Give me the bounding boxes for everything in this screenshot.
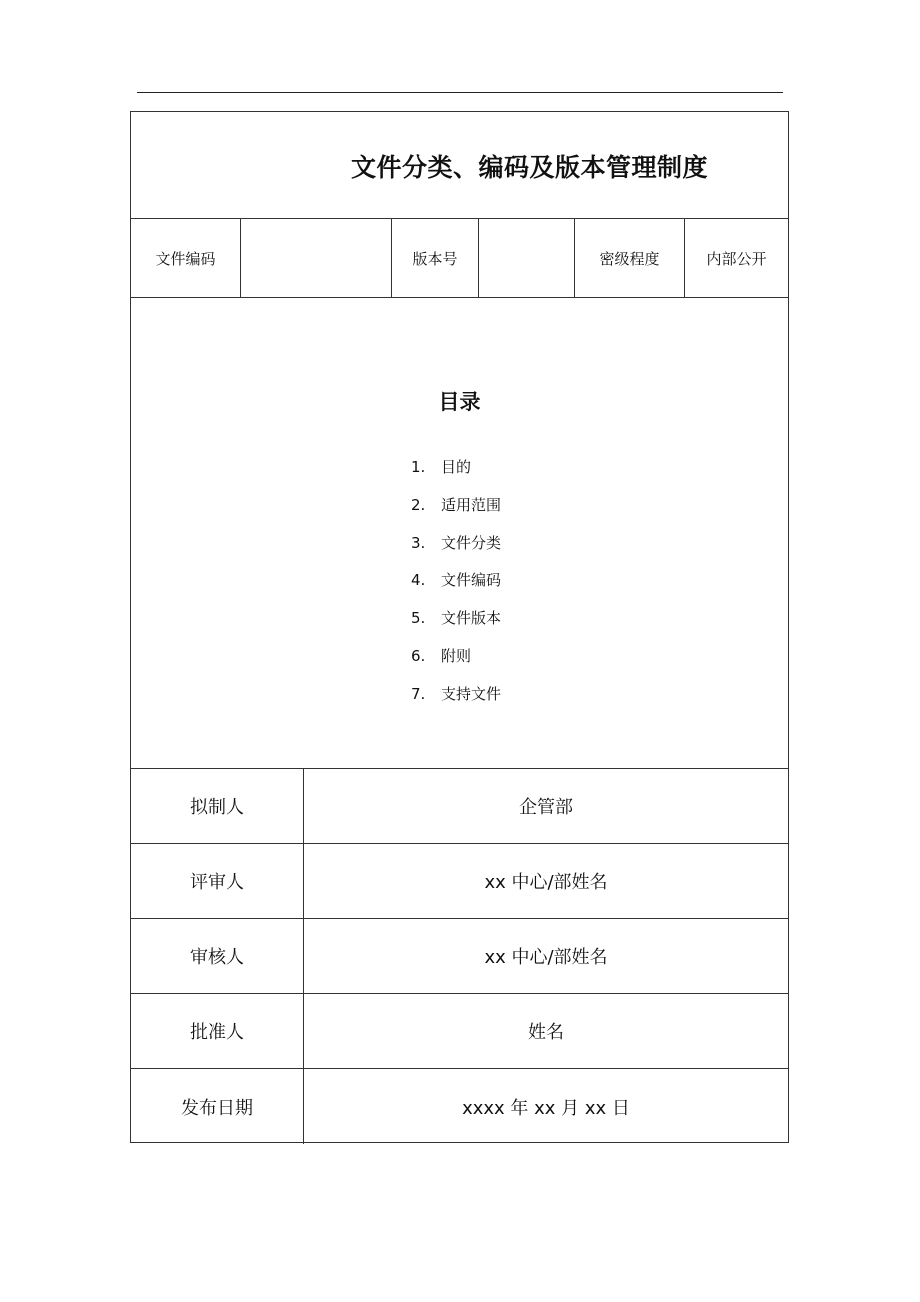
signoff-row-reviewer xyxy=(131,844,788,919)
toc-item-number: 6. xyxy=(411,646,426,665)
toc-item xyxy=(411,455,501,493)
toc-item-number: 2. xyxy=(411,495,426,514)
toc-item xyxy=(411,568,501,606)
title-row xyxy=(131,112,788,219)
signoff-value: 姓名 xyxy=(528,1022,564,1043)
toc-item-number: 7. xyxy=(411,684,426,703)
toc-item-label: 适用范围 xyxy=(441,495,502,514)
toc-item-label: 支持文件 xyxy=(441,684,502,703)
file-code-label: 文件编码 xyxy=(131,219,241,297)
version-value xyxy=(479,219,575,297)
toc-item-number: 3. xyxy=(411,533,426,552)
toc-item xyxy=(411,644,501,682)
version-label: 版本号 xyxy=(392,219,479,297)
signoff-value: xxxx 年 xx 月 xx 日 xyxy=(462,1097,630,1119)
signoff-label: 发布日期 xyxy=(131,1069,304,1144)
toc-item-label: 文件分类 xyxy=(441,533,502,552)
toc-item xyxy=(411,682,501,720)
toc-list xyxy=(411,455,501,720)
document-title: 文件分类、编码及版本管理制度 xyxy=(351,153,709,182)
toc-item-label: 附则 xyxy=(441,646,472,665)
signoff-row-release-date xyxy=(131,1069,788,1144)
signoff-label: 拟制人 xyxy=(131,769,304,843)
meta-row xyxy=(131,219,788,298)
toc-item-label: 目的 xyxy=(441,458,472,476)
toc-item xyxy=(411,493,501,531)
signoff-value: xx 中心/部姓名 xyxy=(484,947,608,968)
toc-item-number: 5. xyxy=(411,609,426,628)
toc-item xyxy=(411,606,501,644)
signoff-row-drafter xyxy=(131,769,788,844)
signoff-label: 批准人 xyxy=(131,994,304,1068)
security-label: 密级程度 xyxy=(575,219,685,297)
file-code-value xyxy=(241,219,392,297)
signoff-label: 审核人 xyxy=(131,919,304,993)
table-of-contents xyxy=(131,298,788,769)
toc-item-label: 文件编码 xyxy=(441,571,502,590)
toc-item-label: 文件版本 xyxy=(441,609,502,628)
signoff-value: xx 中心/部姓名 xyxy=(484,872,608,893)
document-form xyxy=(130,111,789,1143)
toc-heading: 目录 xyxy=(438,390,481,414)
signoff-label: 评审人 xyxy=(131,844,304,918)
security-value: 内部公开 xyxy=(706,249,767,268)
header-rule xyxy=(137,92,783,93)
signoff-row-approver xyxy=(131,994,788,1069)
signoff-row-auditor xyxy=(131,919,788,994)
toc-item xyxy=(411,531,501,569)
signoff-value: 企管部 xyxy=(519,797,573,818)
toc-item-number: 1. xyxy=(411,458,426,476)
toc-item-number: 4. xyxy=(411,571,426,590)
